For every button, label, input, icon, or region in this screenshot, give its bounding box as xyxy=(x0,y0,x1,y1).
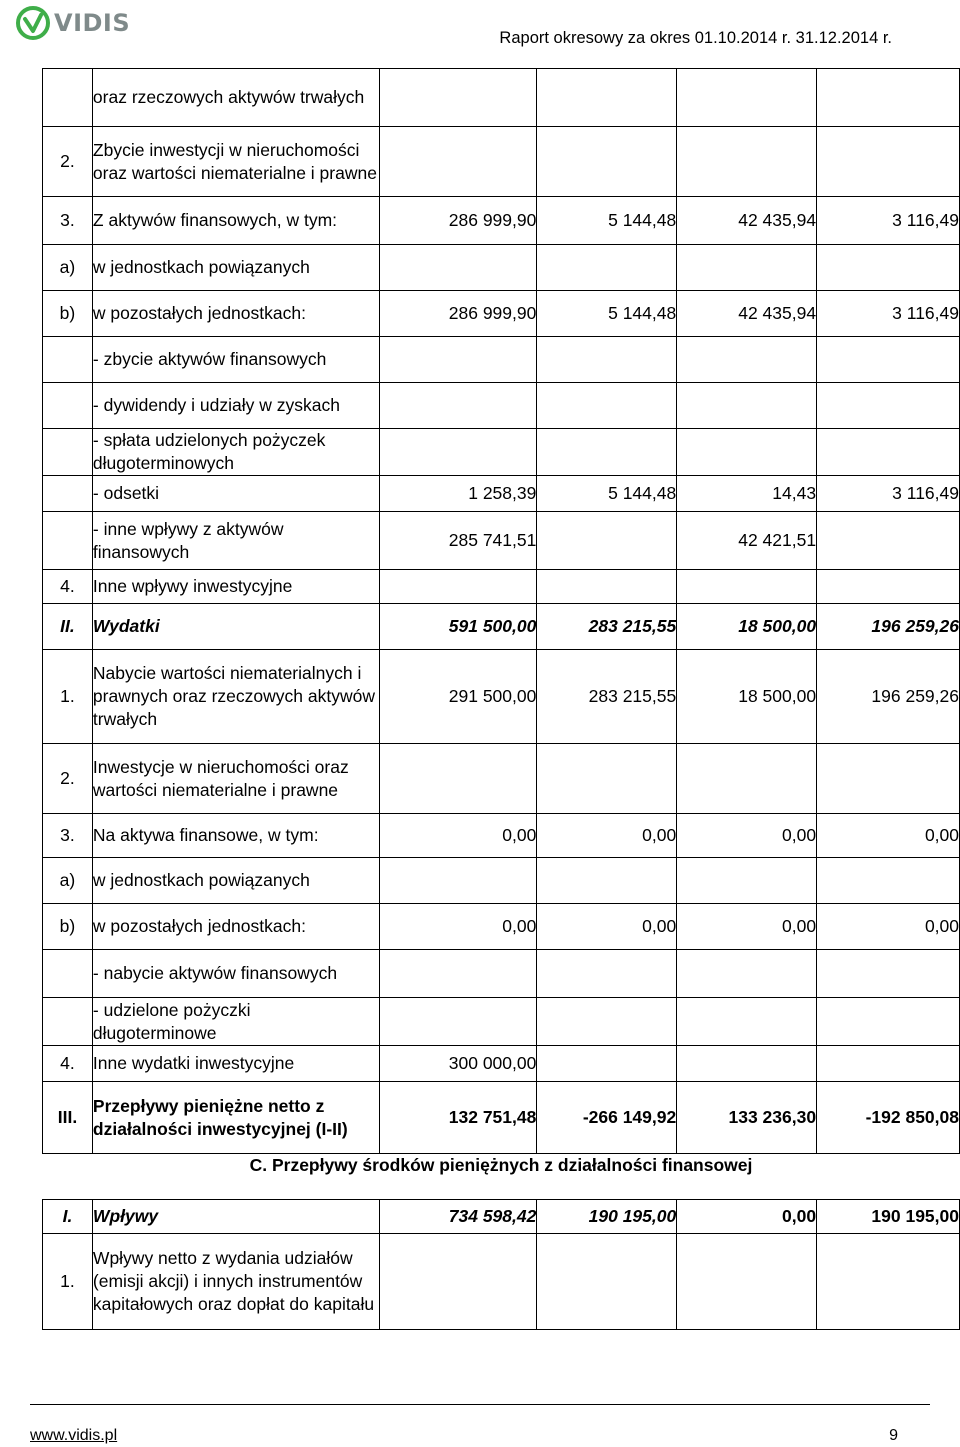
value-col-2: 0,00 xyxy=(537,904,677,950)
vidis-logo xyxy=(16,6,130,40)
value-col-2: 5 144,48 xyxy=(537,197,677,245)
row-number xyxy=(43,476,93,512)
table-row xyxy=(43,197,960,245)
row-description: oraz rzeczowych aktywów trwałych xyxy=(92,69,379,127)
value-col-4: 0,00 xyxy=(817,904,960,950)
value-col-2 xyxy=(537,429,677,476)
row-number: I. xyxy=(43,1200,93,1234)
page-number: 9 xyxy=(889,1427,898,1444)
value-col-3 xyxy=(677,69,817,127)
table-row xyxy=(43,1200,960,1234)
row-number xyxy=(43,337,93,383)
table-row xyxy=(43,1082,960,1154)
table-row xyxy=(43,650,960,744)
value-col-2 xyxy=(537,570,677,604)
value-col-4 xyxy=(817,950,960,998)
row-description: - spłata udzielonych pożyczek długoterminowych xyxy=(92,429,379,476)
value-col-1 xyxy=(379,337,537,383)
value-col-3: 42 421,51 xyxy=(677,512,817,570)
footer-divider xyxy=(30,1404,930,1405)
table-row xyxy=(43,1046,960,1082)
table-row xyxy=(43,245,960,291)
table-row xyxy=(43,429,960,476)
value-col-4: 3 116,49 xyxy=(817,291,960,337)
value-col-2: 0,00 xyxy=(537,814,677,858)
value-col-1 xyxy=(379,744,537,814)
value-col-1: 1 258,39 xyxy=(379,476,537,512)
value-col-1: 300 000,00 xyxy=(379,1046,537,1082)
value-col-2: 5 144,48 xyxy=(537,291,677,337)
value-col-4 xyxy=(817,429,960,476)
value-col-4: 196 259,26 xyxy=(817,650,960,744)
value-col-3: 0,00 xyxy=(677,814,817,858)
page-header xyxy=(0,0,960,60)
value-col-2 xyxy=(537,858,677,904)
value-col-2 xyxy=(537,127,677,197)
value-col-2: 190 195,00 xyxy=(537,1200,677,1234)
value-col-3 xyxy=(677,950,817,998)
vidis-logo-icon xyxy=(16,6,50,40)
row-description: Inne wpływy inwestycyjne xyxy=(92,570,379,604)
row-number xyxy=(43,512,93,570)
table-row xyxy=(43,570,960,604)
table-row xyxy=(43,998,960,1046)
value-col-1 xyxy=(379,429,537,476)
row-number: b) xyxy=(43,904,93,950)
section-heading: C. Przepływy środków pieniężnych z działalności finansowej xyxy=(43,1154,960,1200)
value-col-3: 42 435,94 xyxy=(677,197,817,245)
value-col-3 xyxy=(677,744,817,814)
cash-flow-table xyxy=(42,68,960,1330)
row-number xyxy=(43,950,93,998)
value-col-3: 0,00 xyxy=(677,1200,817,1234)
value-col-2 xyxy=(537,1046,677,1082)
value-col-3: 18 500,00 xyxy=(677,650,817,744)
value-col-4: 3 116,49 xyxy=(817,197,960,245)
value-col-4 xyxy=(817,858,960,904)
row-number: 3. xyxy=(43,814,93,858)
row-description: - inne wpływy z aktywów finansowych xyxy=(92,512,379,570)
row-number: III. xyxy=(43,1082,93,1154)
value-col-3 xyxy=(677,245,817,291)
row-description: Wpływy xyxy=(92,1200,379,1234)
table-row xyxy=(43,1234,960,1330)
row-description: w pozostałych jednostkach: xyxy=(92,904,379,950)
row-description: w jednostkach powiązanych xyxy=(92,858,379,904)
value-col-4 xyxy=(817,1234,960,1330)
row-number: 1. xyxy=(43,1234,93,1330)
value-col-1: 285 741,51 xyxy=(379,512,537,570)
row-description: - dywidendy i udziały w zyskach xyxy=(92,383,379,429)
value-col-1 xyxy=(379,127,537,197)
row-number xyxy=(43,998,93,1046)
value-col-2 xyxy=(537,512,677,570)
table-row xyxy=(43,383,960,429)
row-description: - udzielone pożyczki długoterminowe xyxy=(92,998,379,1046)
row-number: 2. xyxy=(43,127,93,197)
value-col-2 xyxy=(537,383,677,429)
row-description: Inne wydatki inwestycyjne xyxy=(92,1046,379,1082)
value-col-4 xyxy=(817,337,960,383)
row-number xyxy=(43,69,93,127)
row-number: II. xyxy=(43,604,93,650)
row-description: Z aktywów finansowych, w tym: xyxy=(92,197,379,245)
value-col-2: 283 215,55 xyxy=(537,604,677,650)
row-description: Wpływy netto z wydania udziałów (emisji akcji) i innych instrumentów kapitałowych oraz dopłat do kapitału xyxy=(92,1234,379,1330)
row-description: Przepływy pieniężne netto z działalności inwestycyjnej (I-II) xyxy=(92,1082,379,1154)
row-description: Nabycie wartości niematerialnych i prawnych oraz rzeczowych aktywów trwałych xyxy=(92,650,379,744)
value-col-2 xyxy=(537,998,677,1046)
row-number: 2. xyxy=(43,744,93,814)
value-col-2 xyxy=(537,337,677,383)
value-col-1: 286 999,90 xyxy=(379,291,537,337)
table-row xyxy=(43,291,960,337)
value-col-4 xyxy=(817,744,960,814)
table-row xyxy=(43,69,960,127)
table-row xyxy=(43,950,960,998)
value-col-3: 133 236,30 xyxy=(677,1082,817,1154)
value-col-1 xyxy=(379,950,537,998)
value-col-3 xyxy=(677,1234,817,1330)
report-title: Raport okresowy za okres 01.10.2014 r. 31.12.2014 r. xyxy=(499,29,892,47)
row-number: 4. xyxy=(43,1046,93,1082)
row-description: - zbycie aktywów finansowych xyxy=(92,337,379,383)
row-description: - nabycie aktywów finansowych xyxy=(92,950,379,998)
value-col-1 xyxy=(379,998,537,1046)
table-row xyxy=(43,858,960,904)
value-col-1: 0,00 xyxy=(379,814,537,858)
value-col-3 xyxy=(677,429,817,476)
value-col-3: 42 435,94 xyxy=(677,291,817,337)
value-col-4: -192 850,08 xyxy=(817,1082,960,1154)
value-col-2 xyxy=(537,245,677,291)
value-col-3 xyxy=(677,998,817,1046)
row-description: w pozostałych jednostkach: xyxy=(92,291,379,337)
value-col-1 xyxy=(379,245,537,291)
table-row xyxy=(43,337,960,383)
row-number xyxy=(43,383,93,429)
value-col-2: 283 215,55 xyxy=(537,650,677,744)
value-col-3 xyxy=(677,337,817,383)
section-row xyxy=(43,1154,960,1200)
value-col-4 xyxy=(817,1046,960,1082)
logo-text: VIDIS xyxy=(54,9,131,37)
value-col-3 xyxy=(677,1046,817,1082)
value-col-4 xyxy=(817,998,960,1046)
value-col-4 xyxy=(817,570,960,604)
value-col-4: 190 195,00 xyxy=(817,1200,960,1234)
value-col-3: 0,00 xyxy=(677,904,817,950)
value-col-2: 5 144,48 xyxy=(537,476,677,512)
row-description: Na aktywa finansowe, w tym: xyxy=(92,814,379,858)
row-number xyxy=(43,429,93,476)
row-number: b) xyxy=(43,291,93,337)
table-row xyxy=(43,476,960,512)
value-col-3 xyxy=(677,383,817,429)
row-description: Inwestycje w nieruchomości oraz wartości niematerialne i prawne xyxy=(92,744,379,814)
row-number: 1. xyxy=(43,650,93,744)
table-row xyxy=(43,604,960,650)
value-col-1 xyxy=(379,858,537,904)
value-col-1 xyxy=(379,570,537,604)
value-col-2: -266 149,92 xyxy=(537,1082,677,1154)
value-col-3 xyxy=(677,570,817,604)
value-col-2 xyxy=(537,69,677,127)
row-description: w jednostkach powiązanych xyxy=(92,245,379,291)
value-col-1 xyxy=(379,383,537,429)
row-number: 3. xyxy=(43,197,93,245)
row-description: - odsetki xyxy=(92,476,379,512)
value-col-1: 0,00 xyxy=(379,904,537,950)
footer-website-link[interactable]: www.vidis.pl xyxy=(30,1427,118,1444)
value-col-4 xyxy=(817,383,960,429)
value-col-4: 0,00 xyxy=(817,814,960,858)
value-col-2 xyxy=(537,950,677,998)
table-row xyxy=(43,127,960,197)
value-col-1 xyxy=(379,1234,537,1330)
table-row xyxy=(43,814,960,858)
value-col-2 xyxy=(537,1234,677,1330)
value-col-2 xyxy=(537,744,677,814)
value-col-1: 591 500,00 xyxy=(379,604,537,650)
row-number: 4. xyxy=(43,570,93,604)
value-col-3: 18 500,00 xyxy=(677,604,817,650)
value-col-4 xyxy=(817,512,960,570)
row-description: Wydatki xyxy=(92,604,379,650)
value-col-1: 734 598,42 xyxy=(379,1200,537,1234)
table-row xyxy=(43,904,960,950)
row-description: Zbycie inwestycji w nieruchomości oraz wartości niematerialne i prawne xyxy=(92,127,379,197)
value-col-3 xyxy=(677,127,817,197)
value-col-3: 14,43 xyxy=(677,476,817,512)
value-col-3 xyxy=(677,858,817,904)
value-col-1: 286 999,90 xyxy=(379,197,537,245)
value-col-1: 291 500,00 xyxy=(379,650,537,744)
value-col-4 xyxy=(817,69,960,127)
value-col-1 xyxy=(379,69,537,127)
table-row xyxy=(43,744,960,814)
value-col-4: 3 116,49 xyxy=(817,476,960,512)
value-col-4 xyxy=(817,245,960,291)
value-col-4 xyxy=(817,127,960,197)
row-number: a) xyxy=(43,858,93,904)
row-number: a) xyxy=(43,245,93,291)
value-col-1: 132 751,48 xyxy=(379,1082,537,1154)
value-col-4: 196 259,26 xyxy=(817,604,960,650)
table-row xyxy=(43,512,960,570)
